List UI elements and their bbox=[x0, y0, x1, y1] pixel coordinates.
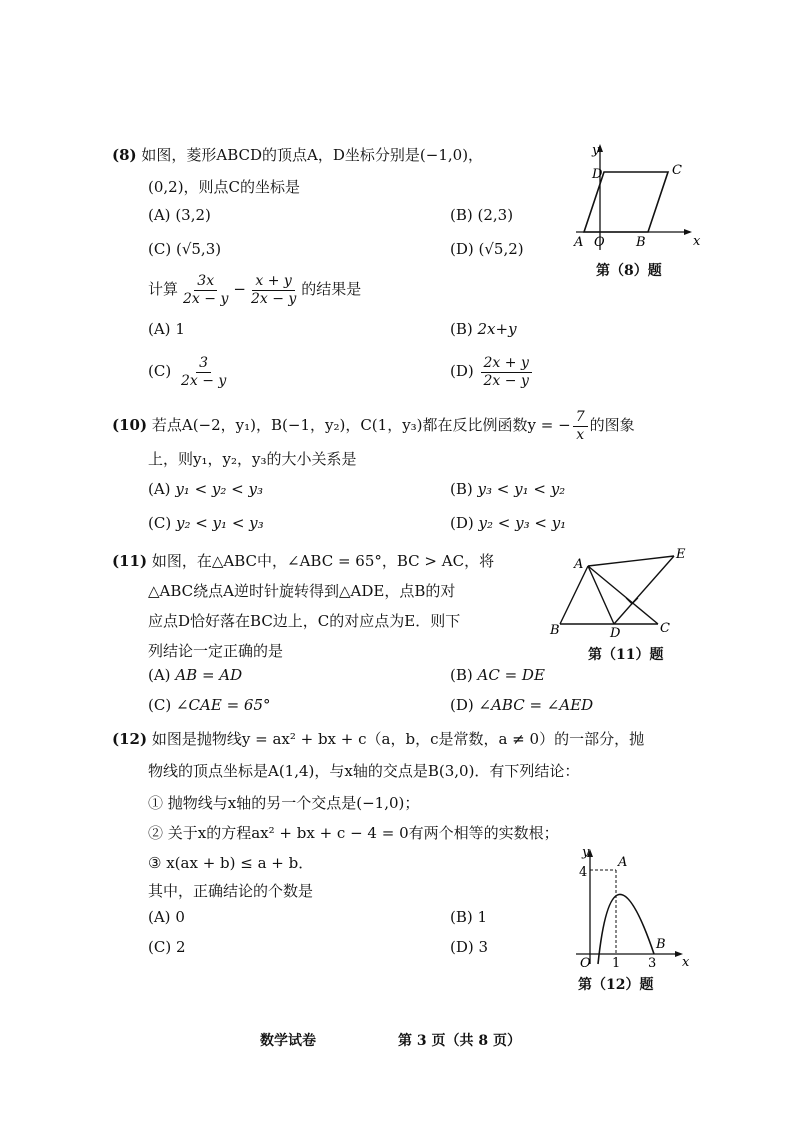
q9-option-d-label: (D) bbox=[450, 362, 474, 380]
q11-option-c-text: ∠CAE = 65° bbox=[175, 696, 271, 714]
q11-label-b: B bbox=[550, 623, 560, 638]
q11-option-a-label: (A) bbox=[148, 666, 171, 684]
q8-option-c[interactable] bbox=[148, 240, 221, 258]
q9-stem-prefix: 计算 bbox=[148, 280, 179, 298]
q11-label-d: D bbox=[610, 626, 621, 640]
q11-option-d-text: ∠ABC = ∠AED bbox=[478, 696, 594, 714]
q9-fraction-1 bbox=[180, 273, 231, 308]
footer-page-number: 第 3 页（共 8 页） bbox=[398, 1033, 521, 1049]
q11-seg-ac bbox=[588, 566, 658, 624]
q12-conclusion-1: ① 抛物线与x轴的另一个交点是(−1,0)； bbox=[148, 794, 420, 812]
q10-option-c-label: (C) bbox=[148, 514, 172, 532]
q11-option-a-text: AB = AD bbox=[175, 666, 243, 684]
q11-stem-line4: 列结论一定正确的是 bbox=[148, 642, 284, 660]
q8-stem-text: 如图，菱形ABCD的顶点A，D坐标分别是(−1,0)， bbox=[141, 146, 484, 164]
q12-label-a: A bbox=[618, 855, 628, 870]
q10-fraction bbox=[573, 409, 588, 444]
q11-stem-line2: △ABC绕点A逆时针旋转得到△ADE，点B的对 bbox=[148, 582, 456, 600]
q9-option-b-text: 2x+y bbox=[477, 320, 517, 338]
q12-conclusion-2: ② 关于x的方程ax² + bx + c − 4 = 0有两个相等的实数根； bbox=[148, 824, 559, 842]
q8-stem-line1 bbox=[112, 144, 483, 165]
q10-stem-line2: 上，则y₁，y₂，y₃的大小关系是 bbox=[148, 450, 357, 468]
q10-option-a[interactable] bbox=[148, 480, 263, 498]
q8-option-b-text: (2,3) bbox=[477, 206, 514, 224]
q10-frac-den: x bbox=[576, 426, 585, 443]
q12-option-a-label: (A) bbox=[148, 908, 171, 926]
q11-option-a[interactable] bbox=[148, 666, 242, 684]
q12-conclusion-3: ③ x(ax + b) ≤ a + b． bbox=[148, 854, 314, 872]
q8-option-c-label: (C) bbox=[148, 240, 172, 258]
q9-option-b-label: (B) bbox=[450, 320, 473, 338]
q11-label-e: E bbox=[676, 547, 686, 562]
q9-option-b[interactable] bbox=[450, 320, 517, 338]
q11-label-c: C bbox=[660, 621, 670, 636]
q11-option-b[interactable] bbox=[450, 666, 545, 684]
q12-option-a[interactable] bbox=[148, 908, 185, 926]
q8-stem-line2: (0,2)，则点C的坐标是 bbox=[148, 178, 301, 196]
q10-option-a-text: y₁ < y₂ < y₃ bbox=[175, 480, 263, 498]
q11-option-c-label: (C) bbox=[148, 696, 172, 714]
q9-option-a[interactable] bbox=[148, 320, 185, 338]
q8-option-d[interactable] bbox=[450, 240, 524, 258]
q10-number: (10) bbox=[112, 416, 148, 434]
q8-x-arrow bbox=[684, 229, 692, 235]
q9-option-c-label: (C) bbox=[148, 362, 172, 380]
q8-label-c: C bbox=[672, 163, 682, 178]
q12-stem-text: 如图是抛物线y = ax² + bx + c（a，b，c是常数，a ≠ 0）的一部分，抛 bbox=[151, 730, 645, 748]
q11-option-b-text: AC = DE bbox=[477, 666, 545, 684]
q10-stem-end: 的图象 bbox=[589, 416, 635, 434]
q9-option-d-fraction bbox=[481, 355, 532, 390]
q9-frac2-den: 2x − y bbox=[250, 290, 297, 307]
q9-frac1-num: 3x bbox=[194, 273, 217, 291]
q12-label-o: O bbox=[580, 956, 591, 971]
q12-label-b: B bbox=[656, 937, 666, 952]
q10-option-a-label: (A) bbox=[148, 480, 171, 498]
q11-number: (11) bbox=[112, 552, 148, 570]
q8-option-b[interactable] bbox=[450, 206, 513, 224]
q11-option-d[interactable] bbox=[450, 696, 593, 714]
q9-stem bbox=[148, 270, 361, 308]
q10-stem-line1 bbox=[112, 406, 635, 444]
q12-stem-line2: 物线的顶点坐标是A(1,4)，与x轴的交点是B(3,0)．有下列结论： bbox=[148, 762, 580, 780]
q8-option-c-text: (√5,3) bbox=[175, 240, 222, 258]
q9-frac1-den: 2x − y bbox=[183, 290, 229, 307]
q8-label-o: O bbox=[594, 235, 605, 250]
q12-label-three: 3 bbox=[648, 956, 657, 971]
q12-label-one: 1 bbox=[612, 956, 621, 971]
q11-label-a: A bbox=[574, 557, 584, 572]
q12-option-a-text: 0 bbox=[175, 908, 185, 926]
q10-option-b[interactable] bbox=[450, 480, 565, 498]
q11-figure bbox=[546, 546, 706, 640]
q9-option-c[interactable] bbox=[148, 352, 231, 390]
q9-option-d-num: 2x + y bbox=[481, 355, 532, 373]
q10-option-d-text: y₂ < y₃ < y₁ bbox=[478, 514, 567, 532]
q11-stem-text: 如图，在△ABC中，∠ABC = 65°，BC > AC，将 bbox=[151, 552, 495, 570]
q9-option-c-fraction bbox=[178, 355, 229, 390]
q8-option-a-label: (A) bbox=[148, 206, 171, 224]
q11-seg-ae bbox=[588, 556, 674, 566]
q9-stem-suffix: 的结果是 bbox=[301, 280, 362, 298]
q12-option-d-text: 3 bbox=[478, 938, 489, 956]
q9-fraction-2 bbox=[248, 273, 299, 308]
q12-option-c-text: 2 bbox=[175, 938, 186, 956]
q10-option-b-label: (B) bbox=[450, 480, 473, 498]
footer-subject: 数学试卷 bbox=[260, 1033, 316, 1049]
q11-stem-line3: 应点D恰好落在BC边上，C的对应点为E．则下 bbox=[148, 612, 461, 630]
q8-label-x: x bbox=[693, 234, 701, 249]
q10-frac-num: 7 bbox=[573, 409, 588, 427]
q11-option-b-label: (B) bbox=[450, 666, 473, 684]
q9-option-d-den: 2x − y bbox=[483, 372, 529, 389]
q9-option-a-text: 1 bbox=[175, 320, 185, 338]
q12-figure bbox=[568, 846, 698, 972]
q8-label-y: y bbox=[592, 143, 600, 158]
q10-option-c[interactable] bbox=[148, 514, 264, 532]
q12-option-b[interactable] bbox=[450, 908, 487, 926]
q10-option-c-text: y₂ < y₁ < y₃ bbox=[175, 514, 264, 532]
q12-option-b-text: 1 bbox=[477, 908, 488, 926]
q12-option-d[interactable] bbox=[450, 938, 488, 956]
q8-label-b: B bbox=[636, 235, 646, 250]
q8-option-b-label: (B) bbox=[450, 206, 473, 224]
q10-option-d-label: (D) bbox=[450, 514, 474, 532]
q11-stem-line1 bbox=[112, 550, 494, 571]
q8-option-a-text: (3,2) bbox=[175, 206, 211, 224]
q12-label-y: y bbox=[582, 846, 590, 860]
q10-option-d[interactable] bbox=[450, 514, 566, 532]
q8-option-a[interactable] bbox=[148, 206, 211, 224]
q9-minus: − bbox=[233, 280, 246, 298]
q12-question: 其中，正确结论的个数是 bbox=[148, 882, 314, 900]
q12-option-c[interactable] bbox=[148, 938, 186, 956]
q8-label-a: A bbox=[574, 235, 584, 250]
q9-option-d[interactable] bbox=[450, 352, 534, 390]
q9-option-a-label: (A) bbox=[148, 320, 171, 338]
q8-figure-caption: 第（8）题 bbox=[596, 263, 662, 279]
q11-seg-ad bbox=[588, 566, 614, 624]
q9-option-c-den: 2x − y bbox=[180, 372, 227, 389]
q8-option-d-text: (√5,2) bbox=[478, 240, 524, 258]
q12-label-x: x bbox=[682, 955, 690, 970]
q11-option-c[interactable] bbox=[148, 696, 271, 714]
q8-option-d-label: (D) bbox=[450, 240, 474, 258]
q10-stem-text: 若点A(−2，y₁)，B(−1，y₂)，C(1，y₃)都在反比例函数y = − bbox=[151, 416, 571, 434]
q11-option-d-label: (D) bbox=[450, 696, 474, 714]
q12-number: (12) bbox=[112, 730, 148, 748]
q8-number: (8) bbox=[112, 146, 137, 164]
q12-option-c-label: (C) bbox=[148, 938, 172, 956]
q12-figure-caption: 第（12）题 bbox=[578, 977, 654, 993]
q9-frac2-num: x + y bbox=[252, 273, 294, 291]
q11-seg-de bbox=[614, 556, 674, 624]
q9-option-c-num: 3 bbox=[196, 355, 211, 373]
q11-seg-ab bbox=[560, 566, 588, 624]
q8-label-d: D bbox=[592, 167, 603, 182]
q12-label-four: 4 bbox=[579, 865, 588, 880]
q12-stem-line1 bbox=[112, 728, 644, 749]
q12-option-d-label: (D) bbox=[450, 938, 474, 956]
q12-option-b-label: (B) bbox=[450, 908, 473, 926]
q10-option-b-text: y₃ < y₁ < y₂ bbox=[477, 480, 566, 498]
q11-figure-caption: 第（11）题 bbox=[588, 647, 664, 663]
